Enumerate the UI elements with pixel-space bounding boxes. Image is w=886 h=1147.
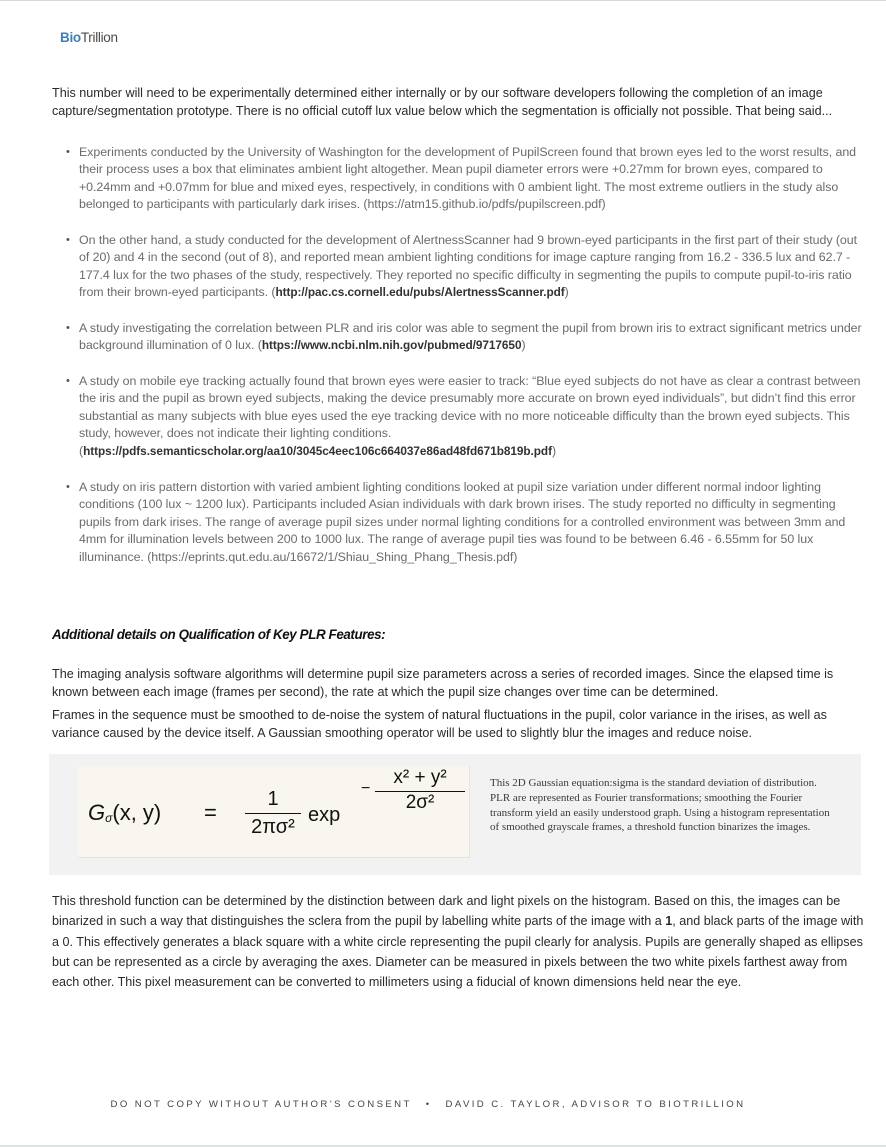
gaussian-equation-figure <box>49 754 861 875</box>
equation-normalizer: $\frac{1}{\text{2πσ²}}$ <box>245 788 301 839</box>
studies-list-3 <box>66 320 866 355</box>
studies-list <box>66 144 866 214</box>
section-heading: Additional details on Qualification of Key PLR Features: <box>52 627 386 642</box>
logo-bio: Bio <box>60 30 81 45</box>
study-item-iris-distortion: • A study on iris pattern distortion with varied ambient lighting conditions looked at pupil size variation under different normal indoor lighting conditions (100 lux ~ 1200 lux). Participants included Asian individuals with dark brown irises. The study reported no difficulty in segmenting pupils from dark irises. The range of average pupil sizes under normal lighting conditions for a controlled environment was between 3mm and 4mm for illumination levels between 200 to 1000 lux. The range of average pupil ties was found to be between 6.46 - 6.55mm for 50 lux illuminance. (https://eprints.qut.edu.au/16672/1/Shiau_Shing_Phang_Thesis.pdf) <box>66 479 866 566</box>
study-link[interactable]: https://pdfs.semanticscholar.org/aa10/3045c4eec106c664037e86ad48fd671b819b.pdf <box>83 443 552 458</box>
page-footer <box>0 1099 856 1110</box>
logo-trillion: Trillion <box>80 30 118 45</box>
footer-separator: • <box>425 1099 432 1110</box>
page-top-border <box>0 0 886 1</box>
equation-caption: This 2D Gaussian equation:sigma is the standard deviation of distribution. PLR are represented as Fourier transformations; smoothing the Fourier transform yield an easily understood graph. Using a histogram representation of smoothed grayscale frames, a threshold function binarizes the images. <box>490 777 830 834</box>
threshold-paragraph: This threshold function can be determined by the distinction between dark and light pixels on the histogram. Based on this, the images can be binarized in such a way that distinguishes the sclera from the pupil by labelling white parts of the image with a 1, and black parts of the image with a 0. This effectively generates a black square with a white circle representing the pupil clearly for analysis. Pupils are generally shaped as ellipses but can be represented as a circle by averaging the axes. Diameter can be measured in pixels between the two white pixels farthest away from each other. This pixel measurement can be converted to millimeters using a fiducial of known dimensions held near the eye. <box>52 894 864 990</box>
study-item-mobile-eye-tracking: • A study on mobile eye tracking actually found that brown eyes were easier to track: “Blue eyed subjects do not have as clear a contrast between the iris and the pupil as brown eyed subjects, making the device presumably more accurate on brown eyed individuals”, but didn’t find this error substantial as many subjects with blue eyes used the eye tracking device with no more noticeable difficulty than the brown eyed subjects. This study, however, does not indicate their lighting conditions. (https://pdfs.semanticscholar.org/aa10/3045c4eec106c664037e86ad48fd671b819b.pdf) <box>66 373 866 460</box>
biotrillion-logo <box>60 30 118 45</box>
studies-list-5 <box>66 479 866 566</box>
equation-image: $G_\sigma(x$, y) = $\frac{1}{\text{2πσ²}}$ exp − $\frac{\text{x² + y²}}{\text{2σ²}}$ <box>78 766 470 858</box>
smoothing-paragraph: Frames in the sequence must be smoothed to de-noise the system of natural fluctuations in the pupil, color variance in the irises, as well as variance caused by the device itself. A Gaussian smoothing operator will be used to slightly blur the images and reduce noise. <box>52 708 827 740</box>
footer-author: DAVID C. TAYLOR, ADVISOR TO BIOTRILLION <box>445 1099 746 1110</box>
equation-lhs: $G_\sigma(x$, y) <box>88 800 162 825</box>
studies-list-2 <box>66 232 866 302</box>
footer-copyright-notice: DO NOT COPY WITHOUT AUTHOR’S CONSENT <box>110 1099 412 1110</box>
imaging-analysis-paragraph: The imaging analysis software algorithms will determine pupil size parameters across a series of recorded images. Since the elapsed time is known between each image (frames per second), the rate at which the pupil size changes over time can be determined. <box>52 667 834 699</box>
study-item-alertnessscanner: • On the other hand, a study conducted for the development of AlertnessScanner had 9 brown-eyed participants in the first part of their study (out of 20) and 4 in the second (out of 8), and reported mean ambient lighting conditions for image capture ranging from 16.2 - 336.5 lux and 62.7 - 177.4 lux for the two phases of the study, respectively. They reported no specific difficulty in segmenting the pupils to compute pupil-to-iris ratio from their brown-eyed participants. (http://pac.cs.cornell.edu/pubs/AlertnessScanner.pdf) <box>66 232 866 302</box>
study-item-plr-iris-color: • A study investigating the correlation between PLR and iris color was able to segment the pupil from brown iris to extract significant metrics under background illumination of 0 lux. (https://www.ncbi.nlm.nih.gov/pubmed/9717650) <box>66 320 866 355</box>
study-link[interactable]: https://www.ncbi.nlm.nih.gov/pubmed/9717650 <box>261 338 522 353</box>
intro-paragraph: This number will need to be experimentally determined either internally or by our software developers following the completion of an image capture/segmentation prototype. There is no official cutoff lux value below which the segmentation is officially not possible. That being said... <box>52 86 833 118</box>
study-link[interactable]: http://pac.cs.cornell.edu/pubs/AlertnessScanner.pdf <box>275 285 565 300</box>
study-item-pupilscreen: • Experiments conducted by the University of Washington for the development of PupilScreen found that brown eyes led to the worst results, and their process uses a box that eliminates ambient light altogether. Mean pupil diameter errors were +0.27mm for brown eyes, compared to +0.24mm and +0.07mm for blue and mixed eyes, respectively, in conditions with 0 ambient light. The most extreme outliers in the study also belonged to participants with particularly dark irises. (https://atm15.github.io/pdfs/pupilscreen.pdf) <box>66 144 866 214</box>
study-link[interactable]: (https://eprints.qut.edu.au/16672/1/Shiau_Shing_Phang_Thesis.pdf) <box>147 549 518 564</box>
study-link[interactable]: (https://atm15.github.io/pdfs/pupilscreen.pdf) <box>363 197 606 212</box>
equation-equals: = <box>204 800 217 825</box>
equation-exp: exp <box>308 804 341 826</box>
studies-list-4 <box>66 373 866 460</box>
